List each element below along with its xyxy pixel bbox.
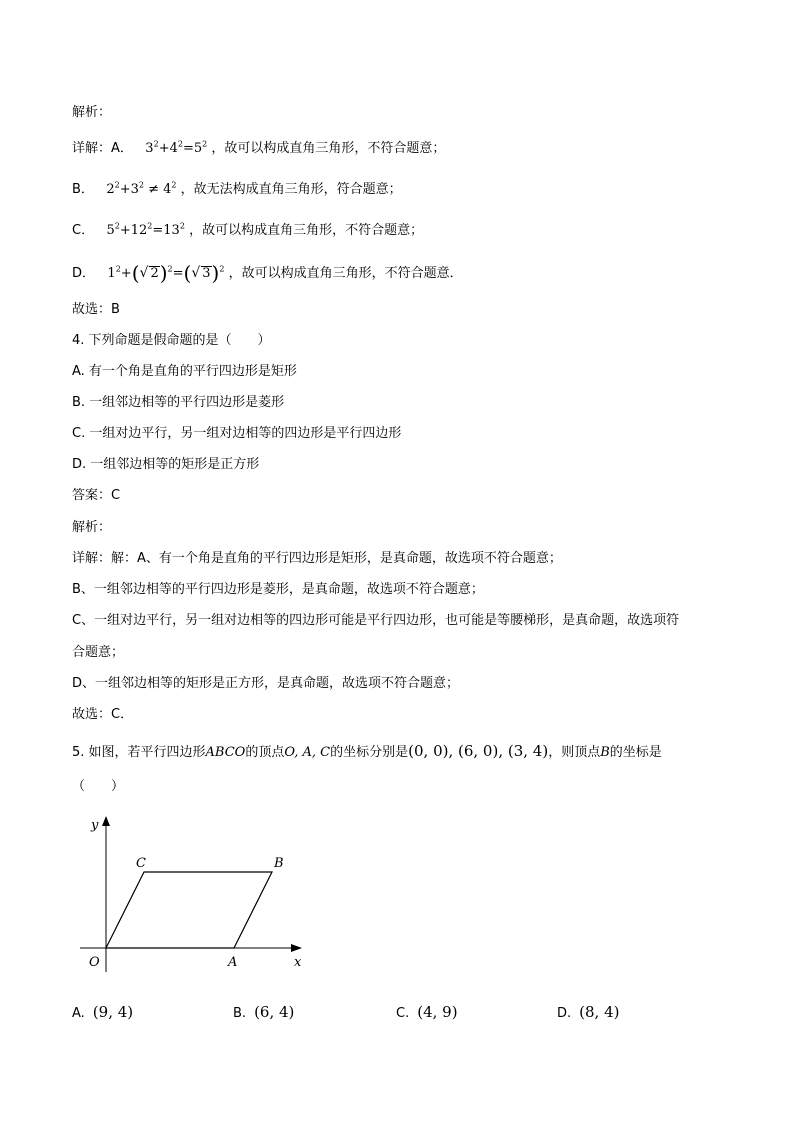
q5-stem-end: ，则顶点 [548,745,601,760]
q4-answer: 故选：C． [72,707,134,722]
q3-detail-d [72,261,463,285]
q4-stem: 4. 下列命题是假命题的是（ ） [72,333,271,348]
label-y: y [91,818,99,833]
q5-parallelogram-figure [78,812,308,972]
q4-detail-1: 详解：解：A、有一个角是直角的平行四边形是矩形，是真命题，故选项不符合题意； [72,551,562,566]
q5-option-a-value: (9, 4) [92,1003,134,1021]
q4-analysis-label: 解析： [72,520,112,535]
q5-vertices: O, A, C [284,745,331,760]
q5-option-a-letter: A. [72,1006,85,1021]
q4-option-c: C. 一组对边平行，另一组对边相等的四边形是平行四边形 [72,426,402,441]
q4-detail-3: C、一组对边平行，另一组对边相等的四边形可能是平行四边形，也可能是等腰梯形，是真命题，故选项符 [72,613,680,628]
q5-stem-mid1: 的顶点 [245,745,285,760]
q5-paren: （ ） [72,779,125,794]
q3-eq-c: $5^2+12^2=13^2$ [98,221,185,238]
label-b: B [274,856,284,871]
q5-option-d-letter: D. [557,1006,572,1021]
q4-detail-4: 合题意； [72,645,125,660]
q4-option-d: D. 一组邻边相等的矩形是正方形 [72,457,260,472]
q3-detail-prefix: 详解：A． [72,141,133,156]
q3-analysis-label: 解析： [72,105,112,120]
q5-coords: (0, 0), (6, 0), (3, 4) [408,742,549,760]
q3-d-text: ，故可以构成直角三角形，不符合题意． [228,266,463,281]
q5-point-b: B [600,745,610,760]
q3-a-text: ，故可以构成直角三角形，不符合题意； [211,141,446,156]
q5-option-a[interactable] [72,1003,133,1023]
q5-option-b[interactable] [233,1003,294,1023]
label-x: x [294,955,302,970]
q5-option-b-letter: B. [233,1006,247,1021]
q4-option-b: B. 一组邻边相等的平行四边形是菱形 [72,395,285,410]
q4-option-a: A. 有一个角是直角的平行四边形是矩形 [72,364,297,379]
q4-detail-5: D、一组邻边相等的矩形是正方形，是真命题，故选项不符合题意； [72,676,460,691]
q3-b-prefix: B． [72,182,94,197]
q5-shape-name: ABCO [205,745,246,760]
q3-d-prefix: D． [72,266,96,281]
q5-stem-start: 5. 如图，若平行四边形 [72,745,206,760]
label-o: O [89,955,100,970]
q3-detail-a [72,140,445,158]
q4-detail-2: B、一组邻边相等的平行四边形是菱形，是真命题，故选项不符合题意； [72,582,484,597]
y-axis-arrow [102,816,110,826]
q3-c-text: ，故可以构成直角三角形，不符合题意； [189,223,424,238]
q5-option-c[interactable] [396,1003,458,1023]
label-c: C [136,856,146,871]
q5-stem-tail: 的坐标是 [609,745,662,760]
q3-eq-d: $1^2+(√$ 2)$^2$=(√ 3)$^2$ [99,261,225,285]
q5-stem-mid2: 的坐标分别是 [330,745,409,760]
label-a: A [228,955,238,970]
q3-c-prefix: C． [72,223,95,238]
q3-answer: 故选：B [72,302,120,317]
q5-option-c-value: (4, 9) [417,1003,458,1021]
q5-stem [72,742,662,762]
q4-answer-label: 答案：C [72,488,121,503]
parallelogram-abco [106,872,272,948]
q5-option-b-value: (6, 4) [254,1003,295,1021]
x-axis-arrow [291,944,302,952]
q3-eq-b: $2^2+3^2 \ne 4^2$ [98,180,177,197]
q5-option-d-value: (8, 4) [579,1003,620,1021]
q3-eq-a: $3^2+4^2=5^2$ [137,139,208,156]
q5-option-c-letter: C. [396,1006,410,1021]
q5-option-d[interactable] [557,1003,619,1023]
q3-detail-b [72,181,402,199]
q3-b-text: ，故无法构成直角三角形，符合题意； [180,182,402,197]
q3-detail-c [72,222,423,240]
